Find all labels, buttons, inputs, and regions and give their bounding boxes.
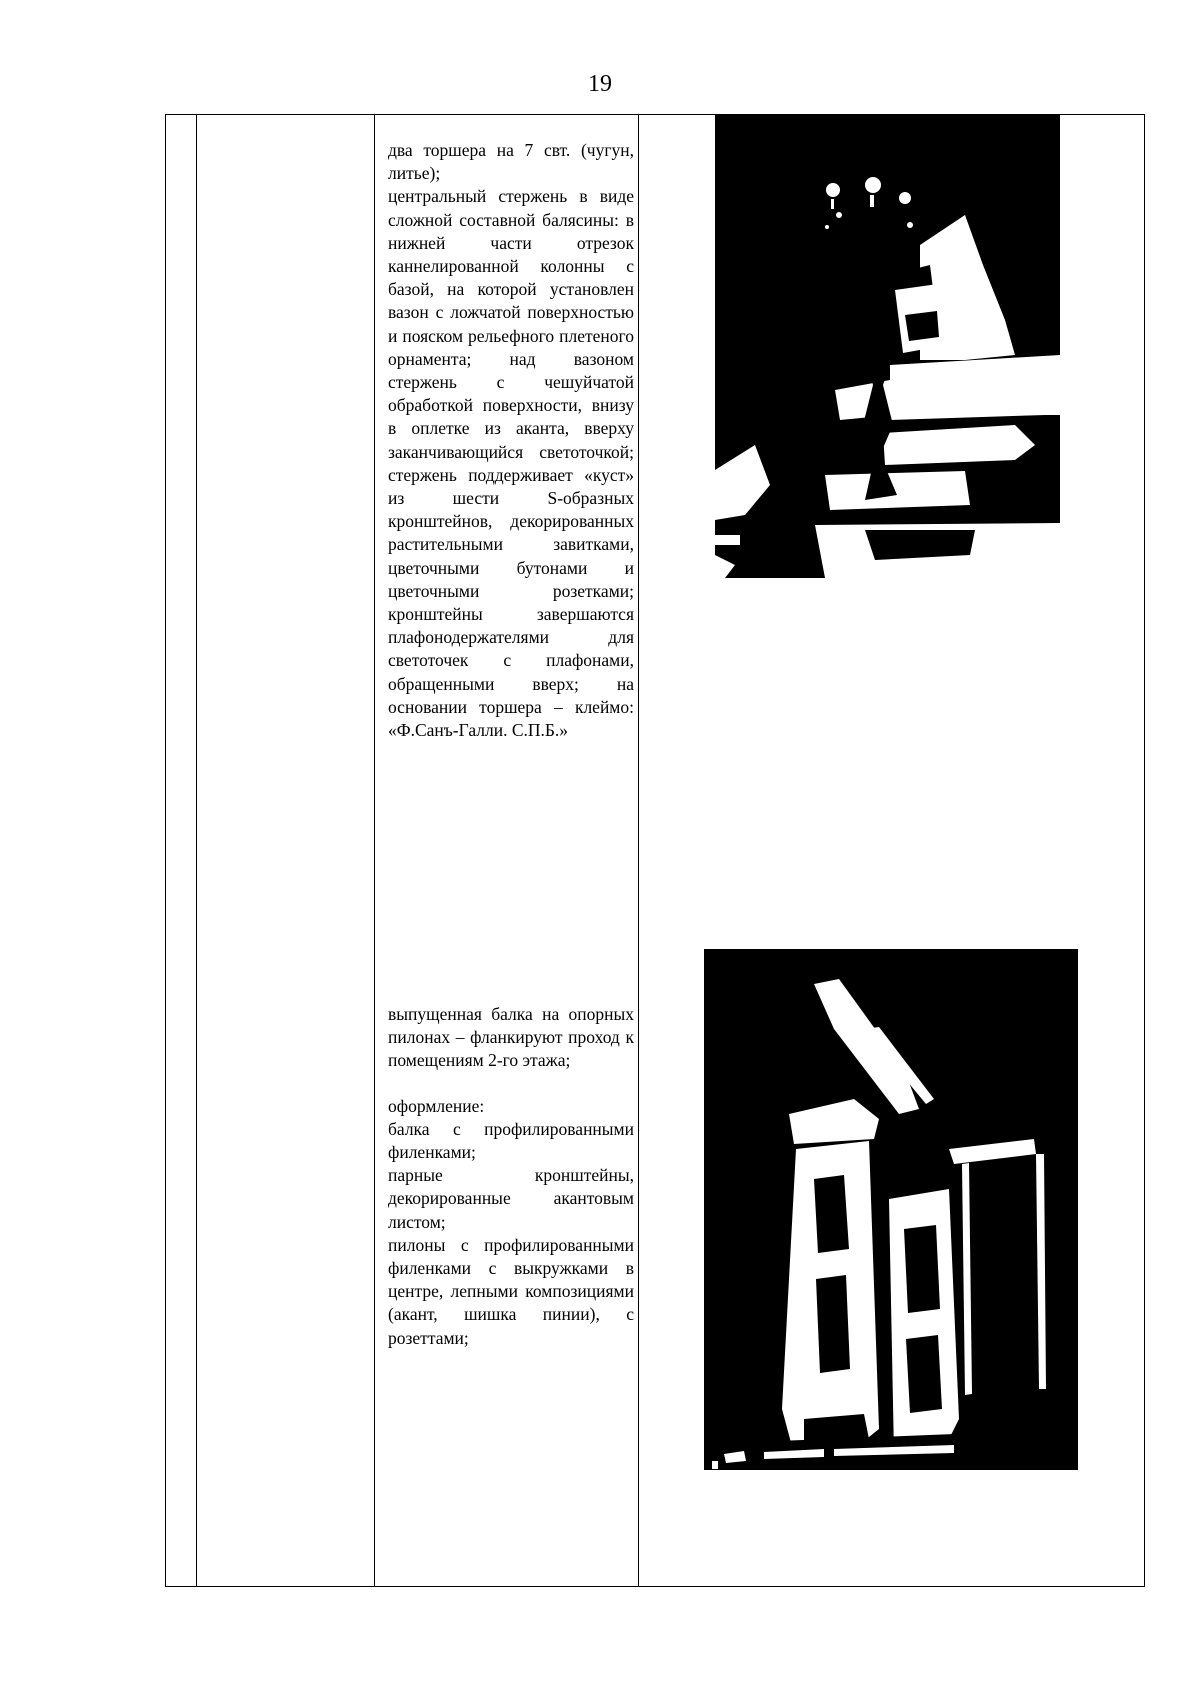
description-paragraph: балка с профилированными филенками; (388, 1118, 634, 1163)
column-divider-1 (196, 115, 197, 1586)
description-paragraph: парные кронштейны, декорированные акантовым листом; (388, 1165, 634, 1232)
photo-beam-pylons (704, 949, 1078, 1470)
description-paragraph: два торшера на 7 свт. (чугун, литье); (388, 140, 634, 184)
page-number: 19 (588, 71, 612, 97)
description-paragraph: оформление: (388, 1095, 485, 1116)
photo-torchere (715, 115, 1060, 578)
torchere-photo-image (715, 115, 1060, 578)
description-paragraph: пилоны с профилированными филенками с выкружками в центре, лепными композициями (акант, шишка пинии), с розеттами; (388, 1234, 634, 1348)
column-divider-3 (638, 115, 639, 1586)
paragraph-spacer (388, 1073, 634, 1095)
register-table (165, 114, 1145, 1587)
column-divider-2 (374, 115, 375, 1586)
description-block-torchere (388, 139, 634, 742)
beam-pylons-photo-image (704, 949, 1078, 1470)
description-paragraph: выпущенная балка на опорных пилонах – фланкируют проход к помещениям 2-го этажа; (388, 1004, 634, 1071)
description-block-beam (388, 1003, 634, 1350)
description-paragraph: центральный стержень в виде сложной составной балясины: в нижней части отрезок каннелированной колонны с базой, на которой установлен вазон с ложчатой поверхностью и пояском рельефного плетеного орнамента; над вазоном стержень с чешуйчатой обработкой поверхности, внизу в оплетке из аканта, вверху заканчивающийся светоточкой; стержень поддерживает «куст» из шести S-образных кронштейнов, декорированных растительными завитками, цветочными бутонами и цветочными розетками; кронштейны завершаются плафонодержателями для светоточек с плафонами, обращенными вверх; на основании торшера – клеймо: «Ф.Санъ-Галли. С.П.Б.» (388, 186, 634, 741)
